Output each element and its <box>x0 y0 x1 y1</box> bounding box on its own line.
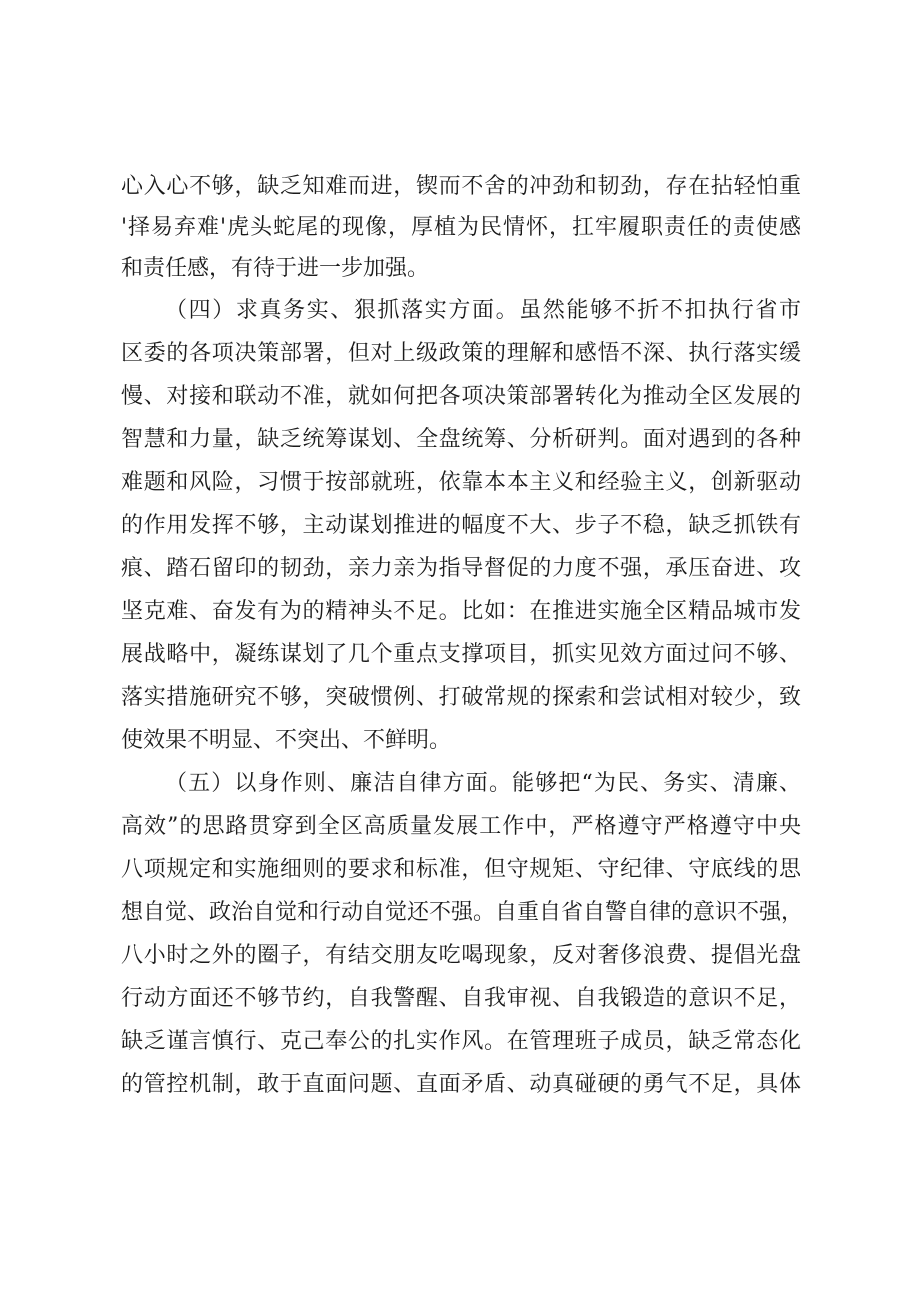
paragraph-line: 智慧和力量，缺乏统筹谋划、全盘统筹、分析研判。面对遇到的各种 <box>121 427 801 452</box>
paragraph-line: 坚克难、奋发有为的精神头不足。比如：在推进实施全区精品城市发 <box>121 599 801 624</box>
paragraph-line: 八小时之外的圈子，有结交朋友吃喝现象，反对奢侈浪费、提倡光盘 <box>121 943 801 968</box>
paragraph-line: 心入心不够，缺乏知难而进，锲而不舍的冲劲和韧劲，存在拈轻怕重 <box>121 174 801 199</box>
paragraph-line: 行动方面还不够节约，自我警醒、自我审视、自我锻造的意识不足， <box>121 986 801 1011</box>
paragraph-line: 区委的各项决策部署，但对上级政策的理解和感悟不深、执行落实缓 <box>121 341 801 366</box>
paragraph-line: 落实措施研究不够，突破惯例、打破常规的探索和尝试相对较少，致 <box>121 685 801 710</box>
paragraph-line: 痕、踏石留印的韧劲，亲力亲为指导督促的力度不强，承压奋进、攻 <box>121 556 801 581</box>
paragraph-line: 展战略中，凝练谋划了几个重点支撑项目，抓实见效方面过问不够、 <box>121 642 801 667</box>
paragraph-line: 高效”的思路贯穿到全区高质量发展工作中，严格遵守严格遵守中央 <box>121 814 801 839</box>
paragraph-line: 慢、对接和联动不准，就如何把各项决策部署转化为推动全区发展的 <box>121 384 801 409</box>
paragraph-line: 难题和风险，习惯于按部就班，依靠本本主义和经验主义，创新驱动 <box>121 470 801 495</box>
paragraph-line: 缺乏谨言慎行、克己奉公的扎实作风。在管理班子成员，缺乏常态化 <box>121 1029 801 1054</box>
paragraph-line: 的作用发挥不够，主动谋划推进的幅度不大、步子不稳，缺乏抓铁有 <box>121 513 801 538</box>
section-four-heading-line: （四）求真务实、狠抓落实方面。虽然能够不折不扣执行省市 <box>165 298 801 323</box>
section-five-heading-line: （五）以身作则、廉洁自律方面。能够把“为民、务实、清廉、 <box>165 771 801 796</box>
paragraph-line: 的管控机制，敢于直面问题、直面矛盾、动真碰硬的勇气不足，具体 <box>121 1072 801 1097</box>
paragraph-line: 使效果不明显、不突出、不鲜明。 <box>121 728 452 753</box>
paragraph-line: '择易弃难'虎头蛇尾的现像，厚植为民情怀，扛牢履职责任的责使感 <box>121 215 801 240</box>
paragraph-line: 和责任感，有待于进一步加强。 <box>121 256 430 281</box>
paragraph-line: 想自觉、政治自觉和行动自觉还不强。自重自省自警自律的意识不强， <box>121 900 804 925</box>
paragraph-line: 八项规定和实施细则的要求和标准，但守规矩、守纪律、守底线的思 <box>121 857 801 882</box>
